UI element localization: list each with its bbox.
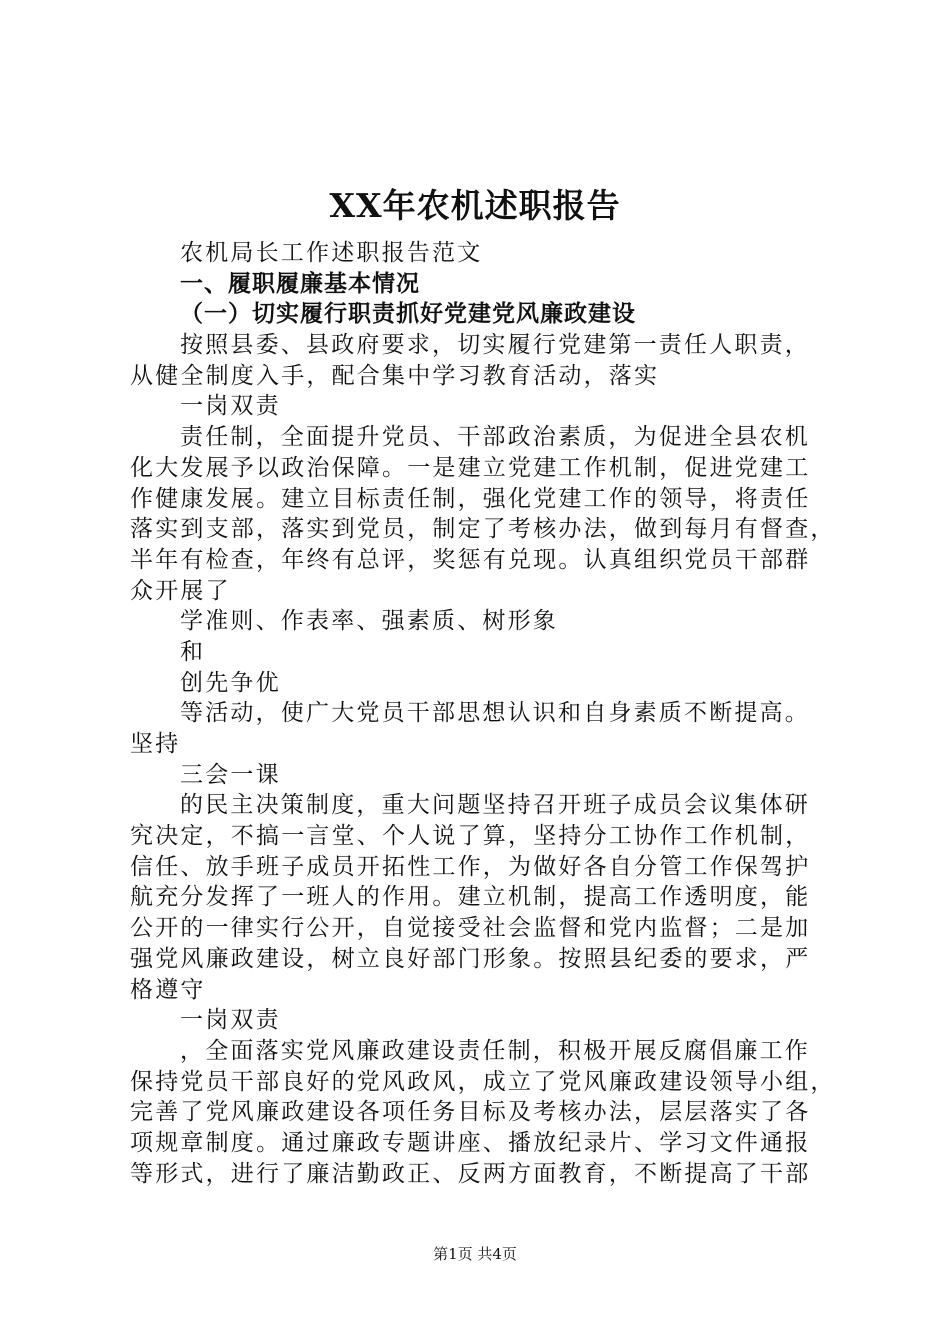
body-text-line: 等活动，使广大党员干部思想认识和自身素质不断提高。 bbox=[180, 700, 810, 727]
body-text-line: 按照县委、县政府要求，切实履行党建第一责任人职责， bbox=[180, 332, 810, 359]
body-text-line: 强党风廉政建设，树立良好部门形象。按照县纪委的要求，严 bbox=[130, 945, 811, 972]
body-text-line: 落实到支部，落实到党员，制定了考核办法，做到每月有督查， bbox=[130, 516, 836, 543]
body-text-line: 信任、放手班子成员开拓性工作，为做好各自分管工作保驾护 bbox=[130, 853, 811, 880]
body-text-line: 保持党员干部良好的党风政风，成立了党风廉政建设领导小组， bbox=[130, 1068, 836, 1095]
body-text-line: 责任制，全面提升党员、干部政治素质，为促进全县农机 bbox=[180, 424, 810, 451]
section-heading: 一、履职履廉基本情况 bbox=[180, 270, 420, 297]
body-text-line: 作健康发展。建立目标责任制，强化党建工作的领导，将责任 bbox=[130, 485, 811, 512]
body-text-line: 一岗双责 bbox=[180, 1007, 281, 1034]
body-text-line: 学准则、作表率、强素质、树形象 bbox=[180, 608, 558, 635]
body-text-line: 完善了党风廉政建设各项任务目标及考核办法，层层落实了各 bbox=[130, 1099, 811, 1126]
body-text-line: 众开展了 bbox=[130, 577, 231, 604]
page-footer: 第1页 共4页 bbox=[433, 1245, 517, 1263]
body-text-line: 航充分发挥了一班人的作用。建立机制，提高工作透明度，能 bbox=[130, 884, 811, 911]
body-text-line: 化大发展予以政治保障。一是建立党建工作机制，促进党建工 bbox=[130, 454, 811, 481]
body-text-line: 半年有检查，年终有总评，奖惩有兑现。认真组织党员干部群 bbox=[130, 546, 811, 573]
section-heading: （一）切实履行职责抓好党建党风廉政建设 bbox=[180, 301, 636, 328]
body-text-line: 的民主决策制度，重大问题坚持召开班子成员会议集体研 bbox=[180, 792, 810, 819]
body-text-line: 究决定，不搞一言堂、个人说了算，坚持分工协作工作机制， bbox=[130, 823, 811, 850]
document-body bbox=[130, 238, 836, 1189]
body-text-line: 农机局长工作述职报告范文 bbox=[180, 240, 483, 266]
body-text-line: 从健全制度入手，配合集中学习教育活动，落实 bbox=[130, 362, 660, 389]
body-text-line: 创先争优 bbox=[180, 669, 281, 696]
body-text-line: 项规章制度。通过廉政专题讲座、播放纪录片、学习文件通报 bbox=[130, 1129, 811, 1156]
body-text-line: 等形式，进行了廉洁勤政正、反两方面教育，不断提高了干部 bbox=[130, 1160, 811, 1187]
document-title: XX年农机述职报告 bbox=[329, 186, 621, 225]
body-text-line: ，全面落实党风廉政建设责任制，积极开展反腐倡廉工作 bbox=[180, 1037, 810, 1064]
body-text-line: 三会一课 bbox=[180, 761, 281, 788]
body-text-line: 坚持 bbox=[130, 731, 181, 757]
body-text-line: 一岗双责 bbox=[180, 393, 281, 420]
body-text-line: 公开的一律实行公开，自觉接受社会监督和党内监督；二是加 bbox=[130, 915, 811, 942]
body-text-line: 和 bbox=[180, 638, 206, 665]
body-text-line: 格遵守 bbox=[130, 976, 206, 1003]
